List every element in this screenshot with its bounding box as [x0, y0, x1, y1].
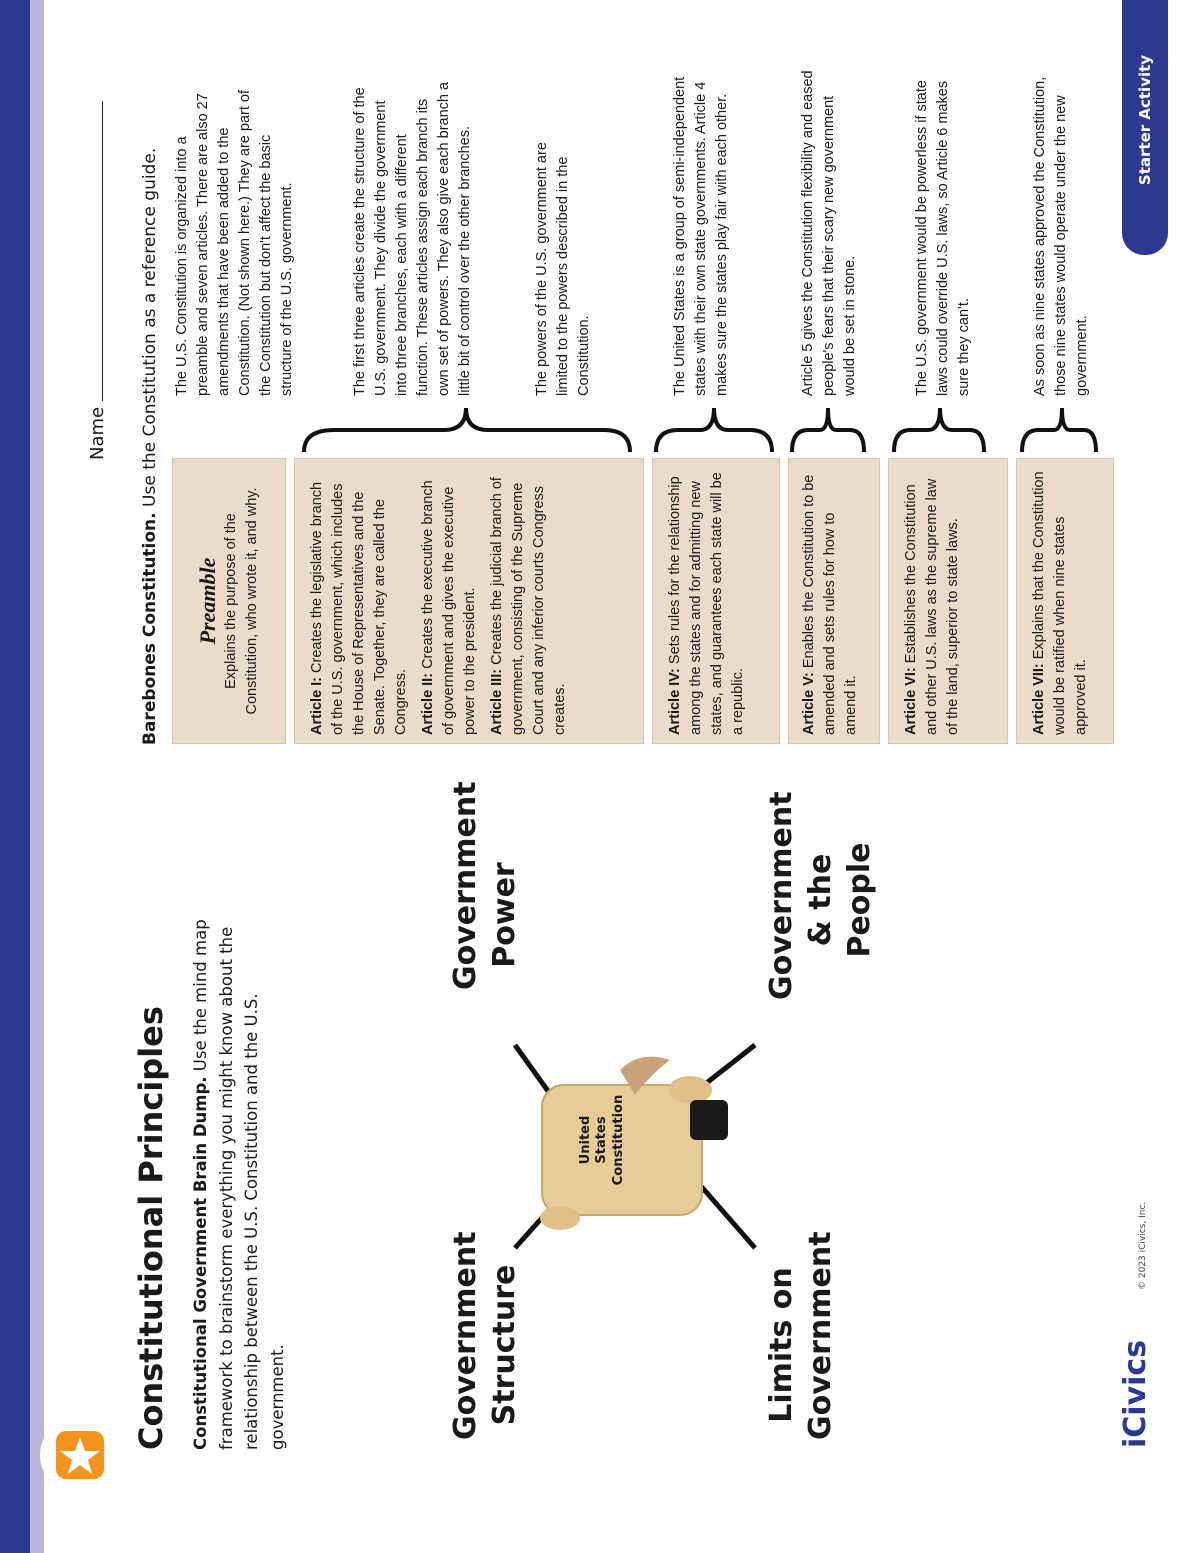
note-article-4: The United States is a group of semi-independent states with their own state governments. Article 4 makes sure the states play fair with each other. [672, 76, 731, 396]
scroll-icon [540, 1057, 728, 1230]
note-article-6: The U.S. government would be powerless if state laws could override U.S. laws, so Article 6 makes sure they can't. [914, 80, 973, 396]
left-accent-bar [30, 0, 44, 1553]
starter-activity-badge: Starter Activity [1122, 0, 1168, 255]
note-article-7: As soon as nine states approved the Constitution, those nine states would operate under the new government. [1032, 76, 1091, 396]
article-5-card [788, 458, 880, 744]
mind-map-diagram [500, 1030, 780, 1260]
star-icon [40, 1415, 120, 1495]
article-6: Article VI: Establishes the Constitution and other U.S. laws as the supreme law of the land, superior to state laws. [903, 478, 962, 735]
barebones-intro [140, 148, 160, 745]
article-7: Article VII: Explains that the Constitution would be ratified when nine states approved it. [1031, 471, 1090, 735]
brain-dump-instructions: Use the mind map framework to brainstorm everything you might know about the relationship between the U.S. Constitution and the U.S. government. [191, 919, 287, 1450]
preamble-text: Explains the purpose of the Constitution, who wrote it, and why. [223, 487, 261, 715]
node-government-structure: Government Structure [448, 1231, 522, 1440]
brain-dump-intro [188, 890, 290, 1450]
article-6-card [888, 458, 1008, 744]
name-input-line[interactable] [84, 101, 103, 401]
note-first-three-articles: The first three articles create the structure of the U.S. government. They divide the government into three branches, each with a different function. These articles assign each branch its own set of powers. They also give each branch a little bit of control over the other branches. [352, 81, 474, 396]
star-logo [40, 1415, 120, 1495]
preamble-card [172, 458, 286, 744]
name-field[interactable]: Name [84, 101, 108, 460]
inkwell-icon [690, 1100, 728, 1140]
barebones-heading: Barebones Constitution. [140, 512, 160, 745]
scroll-label: United States Constitution [578, 1094, 626, 1186]
copyright: © 2023 iCivics, Inc. [1138, 1201, 1148, 1290]
article-5: Article V: Enables the Constitution to be amended and sets rules for how to amend it. [801, 474, 860, 735]
note-overview: The U.S. Constitution is organized into a preamble and seven articles. There are also 27 amendments that have been added to the Constitution. (Not shown here.) They are part of the Constitution but don't affect the basic structure of the U.S. government. [174, 90, 296, 396]
article-4-card [652, 458, 780, 744]
barebones-instructions: Use the Constitution as a reference guide. [140, 147, 160, 507]
article-4: Article IV: Sets rules for the relationship among the states and for admitting new states, and guarantees each state will be a republic. [667, 472, 747, 735]
brace-article-5 [792, 408, 864, 452]
node-government-power: Government Power [448, 781, 522, 990]
article-7-card [1016, 458, 1114, 744]
note-article-5: Article 5 gives the Constitution flexibility and eased people's fears that their scary new government would be set in stone. [800, 70, 859, 396]
articles-1-3-card [294, 458, 644, 744]
connector-line [700, 1185, 755, 1248]
node-government-and-people: Government & the People [764, 791, 877, 1000]
article-1: Article I: Creates the legislative branch of the U.S. government, which includes the House of Representatives and the Senate. Together, they are called the Congress. [309, 481, 410, 735]
article-3: Article III: Creates the judicial branch of government, consisting of the Supreme Court and any inferior courts Congress creates. [489, 477, 569, 735]
preamble-title: Preamble [195, 557, 220, 645]
brace-article-7 [1022, 408, 1096, 452]
brace-article-4 [656, 408, 772, 452]
node-limits-on-government: Limits on Government [764, 1231, 838, 1440]
left-border-bar [0, 0, 30, 1553]
note-limited-powers: The powers of the U.S. government are limited to the powers described in the Constitution. [534, 142, 593, 396]
icivics-logo: iCivics [1118, 1339, 1153, 1448]
brace-article-6 [894, 408, 984, 452]
brain-dump-heading: Constitutional Government Brain Dump. [191, 1076, 210, 1450]
brace-group [294, 400, 1114, 460]
page-title: Constitutional Principles [132, 1006, 170, 1450]
brace-articles-1-3 [304, 408, 630, 452]
article-2: Article II: Creates the executive branch of government and gives the executive power to the president. [420, 480, 479, 735]
